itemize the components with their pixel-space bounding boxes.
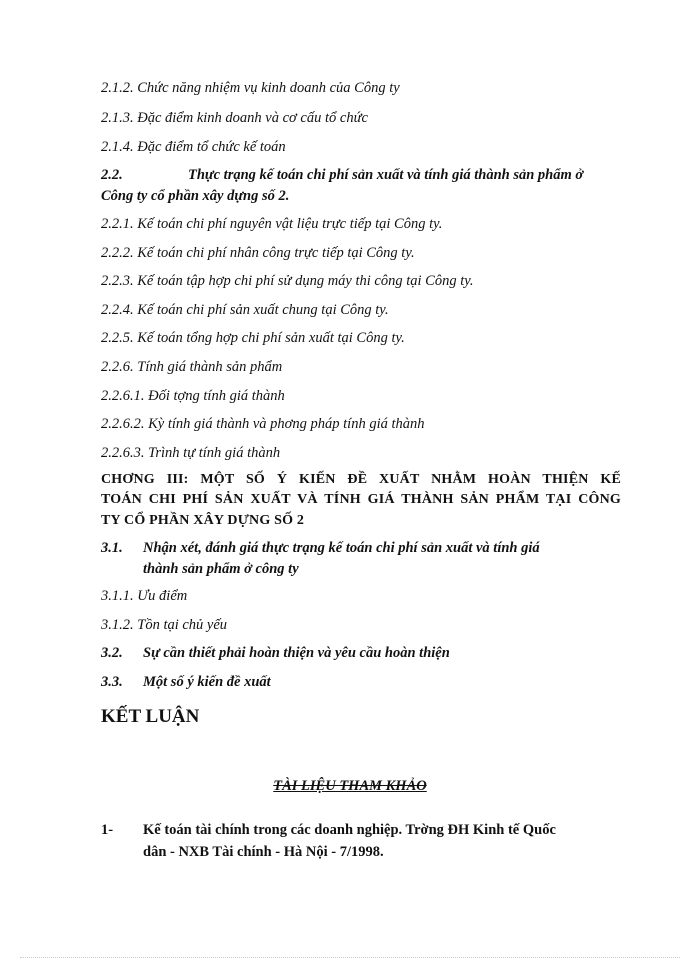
toc-entry-2-2-5: 2.2.5. Kế toán tổng hợp chi phí sản xuất tại Công ty. xyxy=(101,330,405,346)
page-bottom-rule xyxy=(20,957,680,958)
toc-entry-2-2-6-3: 2.2.6.3. Trình tự tính giá thành xyxy=(101,445,281,461)
toc-entry-2-2-2: 2.2.2. Kế toán chi phí nhân công trực tiếp tại Công ty. xyxy=(101,245,415,261)
toc-entry-2-2-6-2: 2.2.6.2. Kỳ tính giá thành và phơng pháp tính giá thành xyxy=(101,416,425,432)
reference-text: Kế toán tài chính trong các doanh nghiệp. Trờng ĐH Kinh tế Quốc xyxy=(143,822,556,838)
toc-entry-2-2-6: 2.2.6. Tính giá thành sản phẩm xyxy=(101,359,283,375)
toc-entry-2-2-1: 2.2.1. Kế toán chi phí nguyên vật liệu trực tiếp tại Công ty. xyxy=(101,216,443,232)
toc-section-2-2-title: Thực trạng kế toán chi phí sản xuất và tính giá thành sản phẩm ở xyxy=(188,167,584,183)
toc-entry-2-2-4: 2.2.4. Kế toán chi phí sản xuất chung tại Công ty. xyxy=(101,302,389,318)
toc-section-2-2-number: 2.2. xyxy=(101,167,123,183)
toc-section-3-3-number: 3.3. xyxy=(101,674,123,690)
toc-entry-2-1-2: 2.1.2. Chức năng nhiệm vụ kinh doanh của Công ty xyxy=(101,80,400,96)
toc-entry-2-2-6-1: 2.2.6.1. Đối tợng tính giá thành xyxy=(101,388,285,404)
toc-section-3-2-title: Sự cần thiết phải hoàn thiện và yêu cầu hoàn thiện xyxy=(143,645,450,661)
toc-section-3-2-number: 3.2. xyxy=(101,645,123,661)
toc-entry-2-1-3: 2.1.3. Đặc điểm kinh doanh và cơ cấu tổ chức xyxy=(101,110,368,126)
chapter-3-heading-line-2: TOÁN CHI PHÍ SẢN XUẤT VÀ TÍNH GIÁ THÀNH SẢN PHẨM TẠI CÔNG xyxy=(101,492,621,507)
reference-number: 1- xyxy=(101,822,114,838)
toc-entry-3-1-2: 3.1.2. Tồn tại chủ yếu xyxy=(101,617,228,633)
toc-entry-2-2-3: 2.2.3. Kế toán tập hợp chi phí sử dụng máy thi công tại Công ty. xyxy=(101,273,474,289)
conclusion-heading: KẾT LUẬN xyxy=(101,706,200,727)
chapter-3-heading-line-3: TY CỔ PHẦN XÂY DỰNG SỐ 2 xyxy=(101,513,305,528)
chapter-3-heading-line-1: CHƠNG III: MỘT SỐ Ý KIẾN ĐỀ XUẤT NHẰM HOÀN THIỆN KẾ xyxy=(101,472,621,487)
reference-text-cont: dân - NXB Tài chính - Hà Nội - 7/1998. xyxy=(143,844,384,860)
toc-section-3-3-title: Một số ý kiến đề xuất xyxy=(143,674,271,690)
toc-section-2-2-title-cont: Công ty cổ phần xây dựng số 2. xyxy=(101,188,290,204)
toc-entry-3-1-1: 3.1.1. Ưu điểm xyxy=(101,588,188,604)
toc-section-3-1-title-cont: thành sản phẩm ở công ty xyxy=(143,561,299,577)
toc-entry-2-1-4: 2.1.4. Đặc điểm tổ chức kế toán xyxy=(101,139,286,155)
toc-section-3-1-title: Nhận xét, đánh giá thực trạng kế toán chi phí sản xuất và tính giá xyxy=(143,540,540,556)
references-title: TÀI LIỆU THAM KHẢO xyxy=(273,778,427,794)
toc-section-3-1-number: 3.1. xyxy=(101,540,123,556)
